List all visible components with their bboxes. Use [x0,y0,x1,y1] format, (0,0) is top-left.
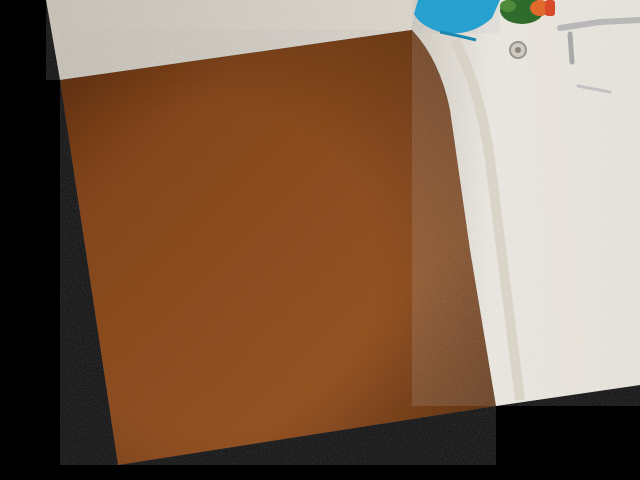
floor-shadow [60,30,496,465]
photo-frame [46,0,640,465]
